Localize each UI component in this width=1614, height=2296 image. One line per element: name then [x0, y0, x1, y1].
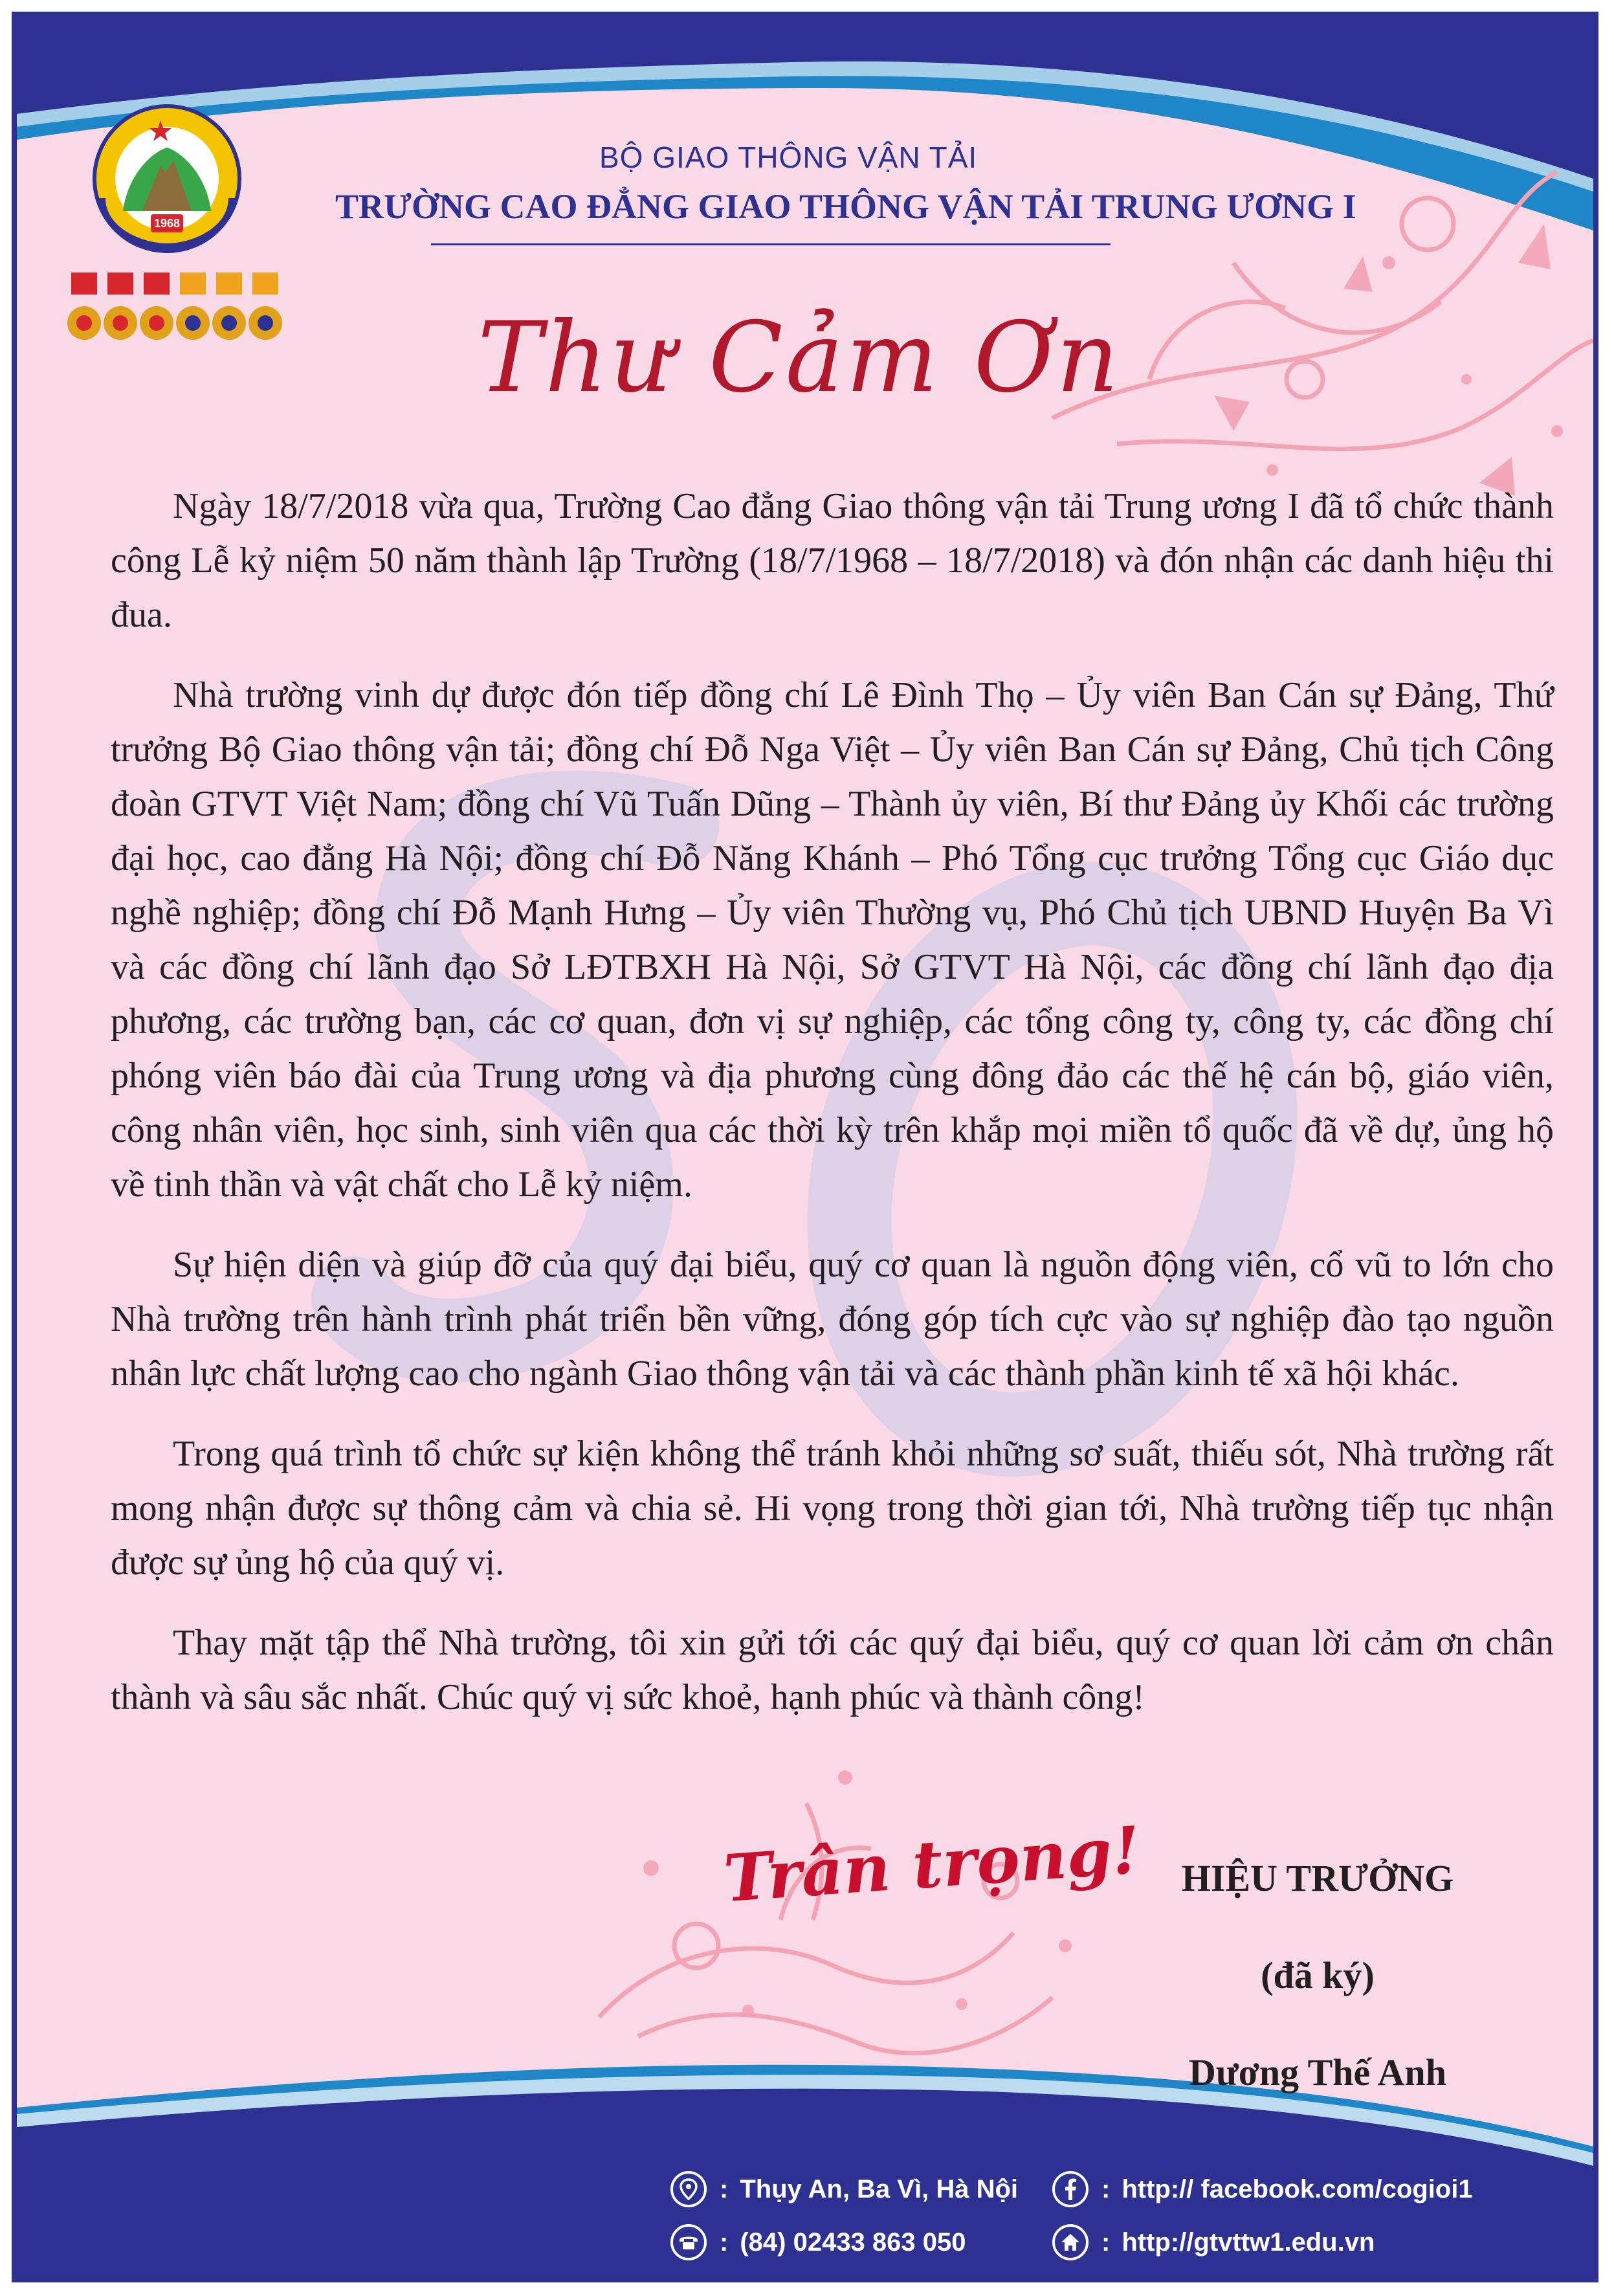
header-divider [431, 243, 1111, 245]
paragraph: Nhà trường vinh dự được đón tiếp đồng chí Lê Đình Thọ – Ủy viên Ban Cán sự Đảng, Thứ trưởng Bộ Giao thông vận tải; đồng chí Đỗ Nga Việt – Ủy viên Ban Cán sự Đảng, Chủ tịch Công đoàn GTVT Việt Nam; đồng chí Vũ Tuấn Dũng – Thành ủy viên, Bí thư Đảng ủy Khối các trường đại học, cao đẳng Hà Nội; đồng chí Đỗ Năng Khánh – Phó Tổng cục trưởng Tổng cục Giáo dục nghề nghiệp; đồng chí Đỗ Mạnh Hưng – Ủy viên Thường vụ, Phó Chủ tịch UBND Huyện Ba Vì và các đồng chí lãnh đạo Sở LĐTBXH Hà Nội, Sở GTVT Hà Nội, các đồng chí lãnh đạo địa phương, các trường bạn, các cơ quan, đơn vị sự nghiệp, các tổng công ty, công ty, các đồng chí phóng viên báo đài của Trung ương và địa phương cùng đông đảo các thế hệ cán bộ, giáo viên, công nhân viên, học sinh, sinh viên qua các thời kỳ trên khắp mọi miền tổ quốc đã về dự, ủng hộ về tinh thần và vật chất cho Lễ kỷ niệm. [111, 675, 1554, 1205]
medal-icon [140, 273, 173, 340]
medal-icon [67, 273, 101, 340]
footer-website[interactable] [1052, 2224, 1375, 2260]
letter-frame [12, 12, 1598, 2282]
facebook-icon [1052, 2171, 1089, 2207]
footer-address [670, 2171, 1018, 2207]
school-logo [89, 101, 245, 256]
ministry-name: BỘ GIAO THÔNG VẬN TẢI [599, 140, 978, 174]
paragraph: Sự hiện diện và giúp đỡ của quý đại biểu, quý cơ quan là nguồn động viên, cổ vũ to lớn cho Nhà trường trên hành trình phát triển bền vững, đóng góp tích cực vào sự nghiệp đào tạo nguồn nhân lực chất lượng cao cho ngành Giao thông vận tải và các thành phần kinh tế xã hội khác. [111, 1245, 1554, 1394]
footer-facebook[interactable] [1052, 2171, 1473, 2207]
footer-phone [670, 2224, 966, 2260]
address-text: Thụy An, Ba Vì, Hà Nội [740, 2174, 1018, 2203]
website-link[interactable]: http://gtvttw1.edu.vn [1122, 2227, 1375, 2257]
footer-separator: : [1101, 2174, 1111, 2203]
home-icon [1052, 2224, 1089, 2260]
school-name: TRƯỜNG CAO ĐẲNG GIAO THÔNG VẬN TẢI TRUNG ƯƠNG I [335, 187, 1356, 226]
footer-separator: : [720, 2174, 729, 2203]
logo-year: 1968 [153, 217, 181, 230]
signer-name: Dương Thế Anh [1189, 2051, 1446, 2093]
closing-greeting: Trân trọng! [721, 1811, 1143, 1917]
medal-icon [176, 273, 210, 340]
location-pin-icon [670, 2171, 707, 2207]
medal-icon [104, 273, 137, 340]
paragraph: Trong quá trình tổ chức sự kiện không thể tránh khỏi những sơ suất, thiếu sót, Nhà trường rất mong nhận được sự thông cảm và chia sẻ. Hi vọng trong thời gian tới, Nhà trường tiếp tục nhận được sự ủng hộ của quý vị. [111, 1434, 1554, 1583]
facebook-link[interactable]: http:// facebook.com/cogioi1 [1122, 2174, 1473, 2203]
signer-position: HIỆU TRƯỞNG [1181, 1857, 1454, 1899]
signed-note: (đã ký) [1261, 1954, 1375, 1996]
footer-separator: : [720, 2227, 729, 2257]
phone-icon [670, 2224, 707, 2260]
letter-body [111, 479, 1554, 1724]
medals-row [67, 273, 294, 350]
paragraph: Thay mặt tập thể Nhà trường, tôi xin gửi tới các quý đại biểu, quý cơ quan lời cảm ơn chân thành và sâu sắc nhất. Chúc quý vị sức khoẻ, hạnh phúc và thành công! [111, 1623, 1554, 1717]
phone-text: (84) 02433 863 050 [740, 2227, 966, 2257]
footer-separator: : [1101, 2227, 1111, 2257]
medal-icon [212, 273, 246, 340]
medal-icon [249, 273, 282, 340]
letter-title: Thư Cảm Ơn [478, 302, 1122, 414]
paragraph: Ngày 18/7/2018 vừa qua, Trường Cao đẳng Giao thông vận tải Trung ương I đã tổ chức thành công Lễ kỷ niệm 50 năm thành lập Trường (18/7/1968 – 18/7/2018) và đón nhận các danh hiệu thi đua. [111, 486, 1554, 635]
